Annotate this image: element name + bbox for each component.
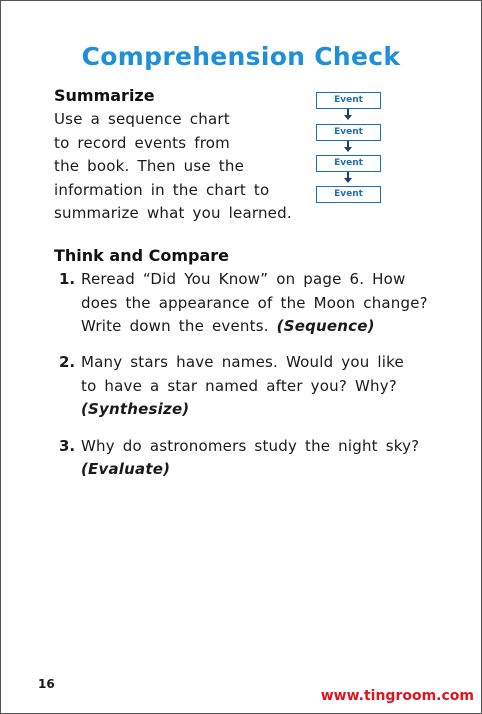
summarize-line: to record events from xyxy=(54,134,230,152)
question-line: Reread “Did You Know” on page 6. How xyxy=(81,270,406,288)
sequence-chart-box: Event xyxy=(316,155,381,172)
question-text: Write down the events. xyxy=(81,317,269,335)
question-line xyxy=(81,317,375,335)
sequence-chart-box: Event xyxy=(316,186,381,203)
page-number: 16 xyxy=(38,677,55,691)
skill-tag: (Evaluate) xyxy=(81,460,171,478)
question-line: Many stars have names. Would you like xyxy=(81,353,404,371)
question-line: Why do astronomers study the night sky? xyxy=(81,437,420,455)
think-compare-heading: Think and Compare xyxy=(54,246,229,265)
page-title: Comprehension Check xyxy=(81,42,401,71)
summarize-line: the book. Then use the xyxy=(54,157,244,175)
sequence-chart-box: Event xyxy=(316,124,381,141)
question-number: 3. xyxy=(59,437,76,455)
skill-tag: (Sequence) xyxy=(276,317,375,335)
summarize-line: summarize what you learned. xyxy=(54,204,292,222)
question-number: 1. xyxy=(59,270,76,288)
question-number: 2. xyxy=(59,353,76,371)
sequence-chart-box: Event xyxy=(316,92,381,109)
summarize-line: Use a sequence chart xyxy=(54,110,230,128)
question-line: does the appearance of the Moon change? xyxy=(81,294,428,312)
summarize-line: information in the chart to xyxy=(54,181,270,199)
watermark: www.tingroom.com xyxy=(320,688,474,704)
question-line: to have a star named after you? Why? xyxy=(81,377,397,395)
skill-tag: (Synthesize) xyxy=(81,400,190,418)
sequence-chart xyxy=(316,92,384,208)
summarize-heading: Summarize xyxy=(54,86,155,105)
